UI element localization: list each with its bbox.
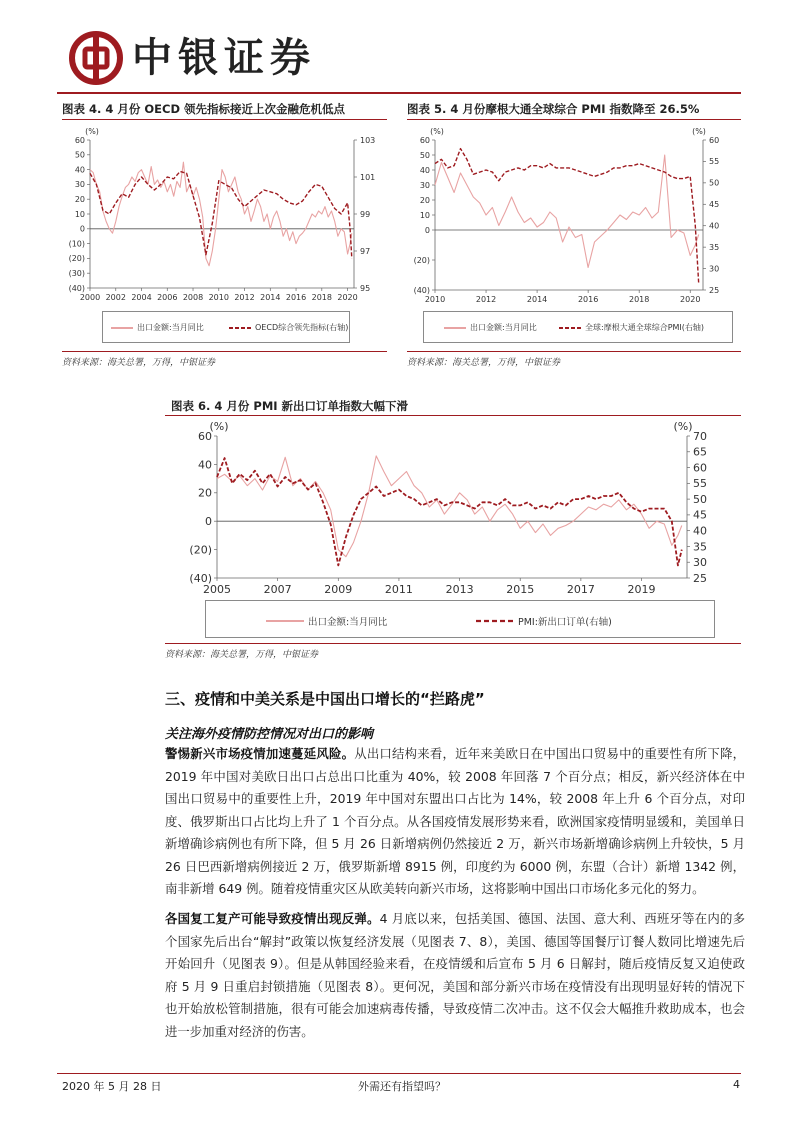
paragraph-lead: 各国复工复产可能导致疫情出现反弹。: [165, 911, 380, 926]
bank-of-china-logo-icon: [68, 30, 124, 86]
x-tick-label: 2004: [131, 293, 152, 302]
unit-label-right: (%): [692, 127, 706, 136]
figure-5-title-rule: [407, 119, 741, 120]
legend-swatch-solid: [444, 326, 466, 330]
figure-5-chart: [407, 122, 741, 307]
figure-6-chart: [165, 418, 741, 596]
y-right-tick-label: 50: [693, 492, 707, 506]
legend-swatch-dashed: [559, 326, 581, 330]
y-left-tick-label: 50: [419, 150, 430, 160]
x-tick-label: 2007: [263, 583, 292, 596]
legend-item-global-pmi: [559, 322, 704, 333]
y-left-tick-label: 60: [198, 429, 212, 443]
y-right-tick-label: 25: [693, 571, 707, 585]
y-left-tick-label: (10): [68, 239, 85, 249]
y-left-tick-label: 40: [198, 458, 212, 472]
y-left-tick-label: 60: [74, 135, 85, 145]
legend-label: 出口金额:当月同比: [137, 323, 204, 332]
y-left-tick-label: 30: [74, 180, 85, 190]
y-left-tick-label: 20: [74, 195, 85, 204]
x-tick-label: 2016: [577, 295, 599, 304]
y-right-tick-label: 30: [693, 556, 707, 570]
legend-label: PMI:新出口订单(右轴): [518, 617, 612, 628]
figure-6-source-rule: [165, 643, 741, 644]
header-divider: [57, 92, 741, 94]
series-line-export-yoy: [217, 456, 682, 557]
y-left-tick-label: (40): [189, 571, 212, 585]
legend-swatch-solid: [266, 619, 304, 623]
y-left-tick-label: (20): [189, 543, 212, 557]
x-tick-label: 2010: [424, 295, 446, 304]
y-right-tick-label: 25: [709, 285, 720, 295]
x-tick-label: 2015: [506, 583, 535, 596]
figure-4-title-rule: [62, 119, 387, 120]
y-left-tick-label: (20): [413, 255, 430, 265]
y-left-tick-label: (20): [68, 254, 85, 264]
figure-4-chart: [62, 122, 387, 307]
x-tick-label: 2005: [203, 583, 231, 596]
legend-label: 全球:摩根大通全球综合PMI(右轴): [585, 323, 705, 332]
legend-label: 出口金额:当月同比: [308, 617, 388, 628]
x-tick-label: 2014: [526, 295, 548, 304]
x-tick-label: 2018: [311, 293, 332, 302]
legend-label: OECD综合领先指标(右轴): [255, 323, 349, 332]
y-left-tick-label: 0: [79, 224, 85, 234]
y-right-tick-label: 60: [709, 135, 720, 145]
unit-label-left: (%): [209, 420, 229, 433]
y-left-tick-label: 20: [419, 195, 430, 205]
x-tick-label: 2018: [629, 295, 650, 304]
x-tick-label: 2012: [234, 293, 255, 302]
paragraph-lead: 警惕新兴市场疫情加速蔓延风险。: [165, 746, 355, 761]
x-tick-label: 2002: [105, 293, 126, 302]
x-tick-label: 2000: [79, 293, 101, 302]
series-line-export-yoy: [435, 155, 699, 268]
x-tick-label: 2009: [324, 583, 353, 596]
figure-5-source: 资料来源：海关总署，万得，中银证券: [407, 358, 561, 368]
y-right-tick-label: 103: [360, 135, 376, 145]
x-tick-label: 2011: [384, 583, 413, 596]
y-right-tick-label: 45: [709, 200, 720, 210]
legend-item-export: [444, 322, 537, 333]
x-tick-label: 2020: [337, 293, 358, 302]
y-right-tick-label: 60: [693, 461, 707, 475]
x-tick-label: 2008: [182, 293, 204, 302]
legend-label: 出口金额:当月同比: [470, 323, 537, 332]
figure-6-title-rule: [165, 415, 741, 416]
series-line-right-axis: [435, 149, 699, 284]
legend-item-oecd: [229, 322, 348, 333]
x-tick-label: 2016: [285, 293, 307, 302]
y-left-tick-label: 0: [205, 515, 212, 529]
figure-4-source: 资料来源：海关总署，万得，中银证券: [62, 358, 216, 368]
figure-6-legend: [205, 600, 715, 638]
y-left-tick-label: 20: [198, 486, 212, 500]
y-left-tick-label: (40): [68, 283, 85, 293]
footer-date: 2020 年 5 月 28 日: [62, 1080, 162, 1093]
paragraph-emerging-markets: [165, 743, 745, 901]
y-left-tick-label: 30: [419, 180, 430, 190]
y-left-tick-label: (30): [68, 269, 85, 278]
series-line-right-axis: [217, 458, 682, 565]
legend-item-export: [111, 322, 204, 333]
section-subtitle: 关注海外疫情防控情况对出口的影响: [165, 727, 374, 742]
y-right-tick-label: 97: [360, 246, 371, 256]
figure-4-legend: [102, 311, 350, 343]
figure-6-source: 资料来源：海关总署，万得，中银证券: [165, 650, 319, 660]
y-right-tick-label: 99: [360, 209, 371, 219]
legend-swatch-dashed: [476, 619, 514, 623]
x-tick-label: 2019: [627, 583, 656, 596]
y-right-tick-label: 35: [709, 242, 720, 252]
paragraph-reopening: [165, 908, 745, 1043]
x-tick-label: 2020: [680, 295, 701, 304]
x-tick-label: 2014: [260, 293, 281, 302]
y-right-tick-label: 55: [709, 157, 720, 167]
y-right-tick-label: 65: [693, 445, 707, 459]
unit-label-left: (%): [85, 127, 99, 136]
figure-5-title: 图表 5. 4 月份摩根大通全球综合 PMI 指数降至 26.5%: [407, 102, 700, 116]
legend-swatch-dashed: [229, 326, 251, 330]
y-right-tick-label: 30: [709, 264, 720, 274]
paragraph-body: 从出口结构来看，近年来美欧日在中国出口贸易中的重要性有所下降，2019 年中国对美欧日出口占总出口比重为 40%，较 2008 年回落 7 个百分点；相反，新兴经济体在中国出口贸易中的重要性上升，2019 年中国对东盟出口占比为 14%，较 2008 年上升 6 个百分点，对印度、俄罗斯出口占比均上升了 1 个百分点。从各国疫情发展形势来看，欧洲国家疫情明显缓和，美国单日新增确诊病例也有所下降，但 5 月 26 日新增病例仍然接近 2 万，新兴市场新增确诊病例上升较快，5 月 26 日巴西新增病例接近 2 万，俄罗斯新增 8915 例，印度约为 6000 例，东盟（合计）新增 1342 例，南非新增 649 例。随着疫情重灾区从欧美转向新兴市场，这将影响中国出口市场化多元化的努力。: [165, 746, 745, 896]
brand-name: 中银证券: [132, 34, 316, 81]
unit-label-left: (%): [430, 127, 444, 136]
y-left-tick-label: 50: [74, 150, 85, 160]
figure-5-source-rule: [407, 351, 741, 352]
y-right-tick-label: 95: [360, 283, 371, 293]
y-left-tick-label: 0: [424, 225, 430, 235]
y-right-tick-label: 40: [709, 221, 720, 231]
footer-doc-title: 外需还有指望吗？: [358, 1080, 446, 1093]
y-right-tick-label: 55: [693, 477, 707, 491]
y-right-tick-label: 40: [693, 524, 707, 538]
y-right-tick-label: 101: [360, 172, 376, 182]
y-left-tick-label: 10: [419, 210, 430, 220]
y-right-tick-label: 50: [709, 178, 720, 188]
y-left-tick-label: 60: [419, 135, 430, 145]
y-left-tick-label: 40: [74, 165, 85, 175]
figure-5-legend: [423, 311, 733, 343]
y-left-tick-label: 40: [419, 165, 430, 175]
legend-item-new-export-orders: [476, 614, 612, 628]
unit-label-right: (%): [673, 420, 693, 433]
legend-item-export: [266, 614, 387, 628]
series-line-export-yoy: [90, 162, 352, 266]
x-tick-label: 2006: [157, 293, 178, 302]
figure-4-title: 图表 4. 4 月份 OECD 领先指标接近上次金融危机低点: [62, 102, 346, 116]
footer-divider: [57, 1073, 741, 1074]
section-title: 三、疫情和中美关系是中国出口增长的“拦路虎”: [165, 690, 485, 708]
x-tick-label: 2012: [475, 295, 497, 304]
y-right-tick-label: 45: [693, 508, 707, 522]
y-right-tick-label: 35: [693, 540, 707, 554]
legend-swatch-solid: [111, 326, 133, 330]
x-tick-label: 2017: [566, 583, 595, 596]
x-tick-label: 2013: [445, 583, 474, 596]
y-left-tick-label: (40): [413, 285, 430, 295]
figure-4-source-rule: [62, 351, 387, 352]
paragraph-body: 4 月底以来，包括美国、德国、法国、意大利、西班牙等在内的多个国家先后出台“解封”政策以恢复经济发展（见图表 7、8），美国、德国等国餐厅订餐人数同比增速先后开始回升（见图表 9）。但是从韩国经验来看，在疫情缓和后宣布 5 月 6 日解封，随后疫情反复又迫使政府 5 月 9 日重启封锁措施（见图表 8）。更何况，美国和部分新兴市场在疫情没有出现明显好转的情况下也开始放松管制措施，很有可能会加速病毒传播，导致疫情二次冲击。这不仅会大幅推升救助成本，也会进一步加重对经济的伤害。: [165, 911, 746, 1039]
y-left-tick-label: 10: [74, 209, 85, 219]
y-right-tick-label: 70: [693, 429, 707, 443]
figure-6-title: 图表 6. 4 月份 PMI 新出口订单指数大幅下滑: [171, 399, 409, 413]
page-number: 4: [733, 1078, 740, 1091]
x-tick-label: 2010: [208, 293, 229, 302]
